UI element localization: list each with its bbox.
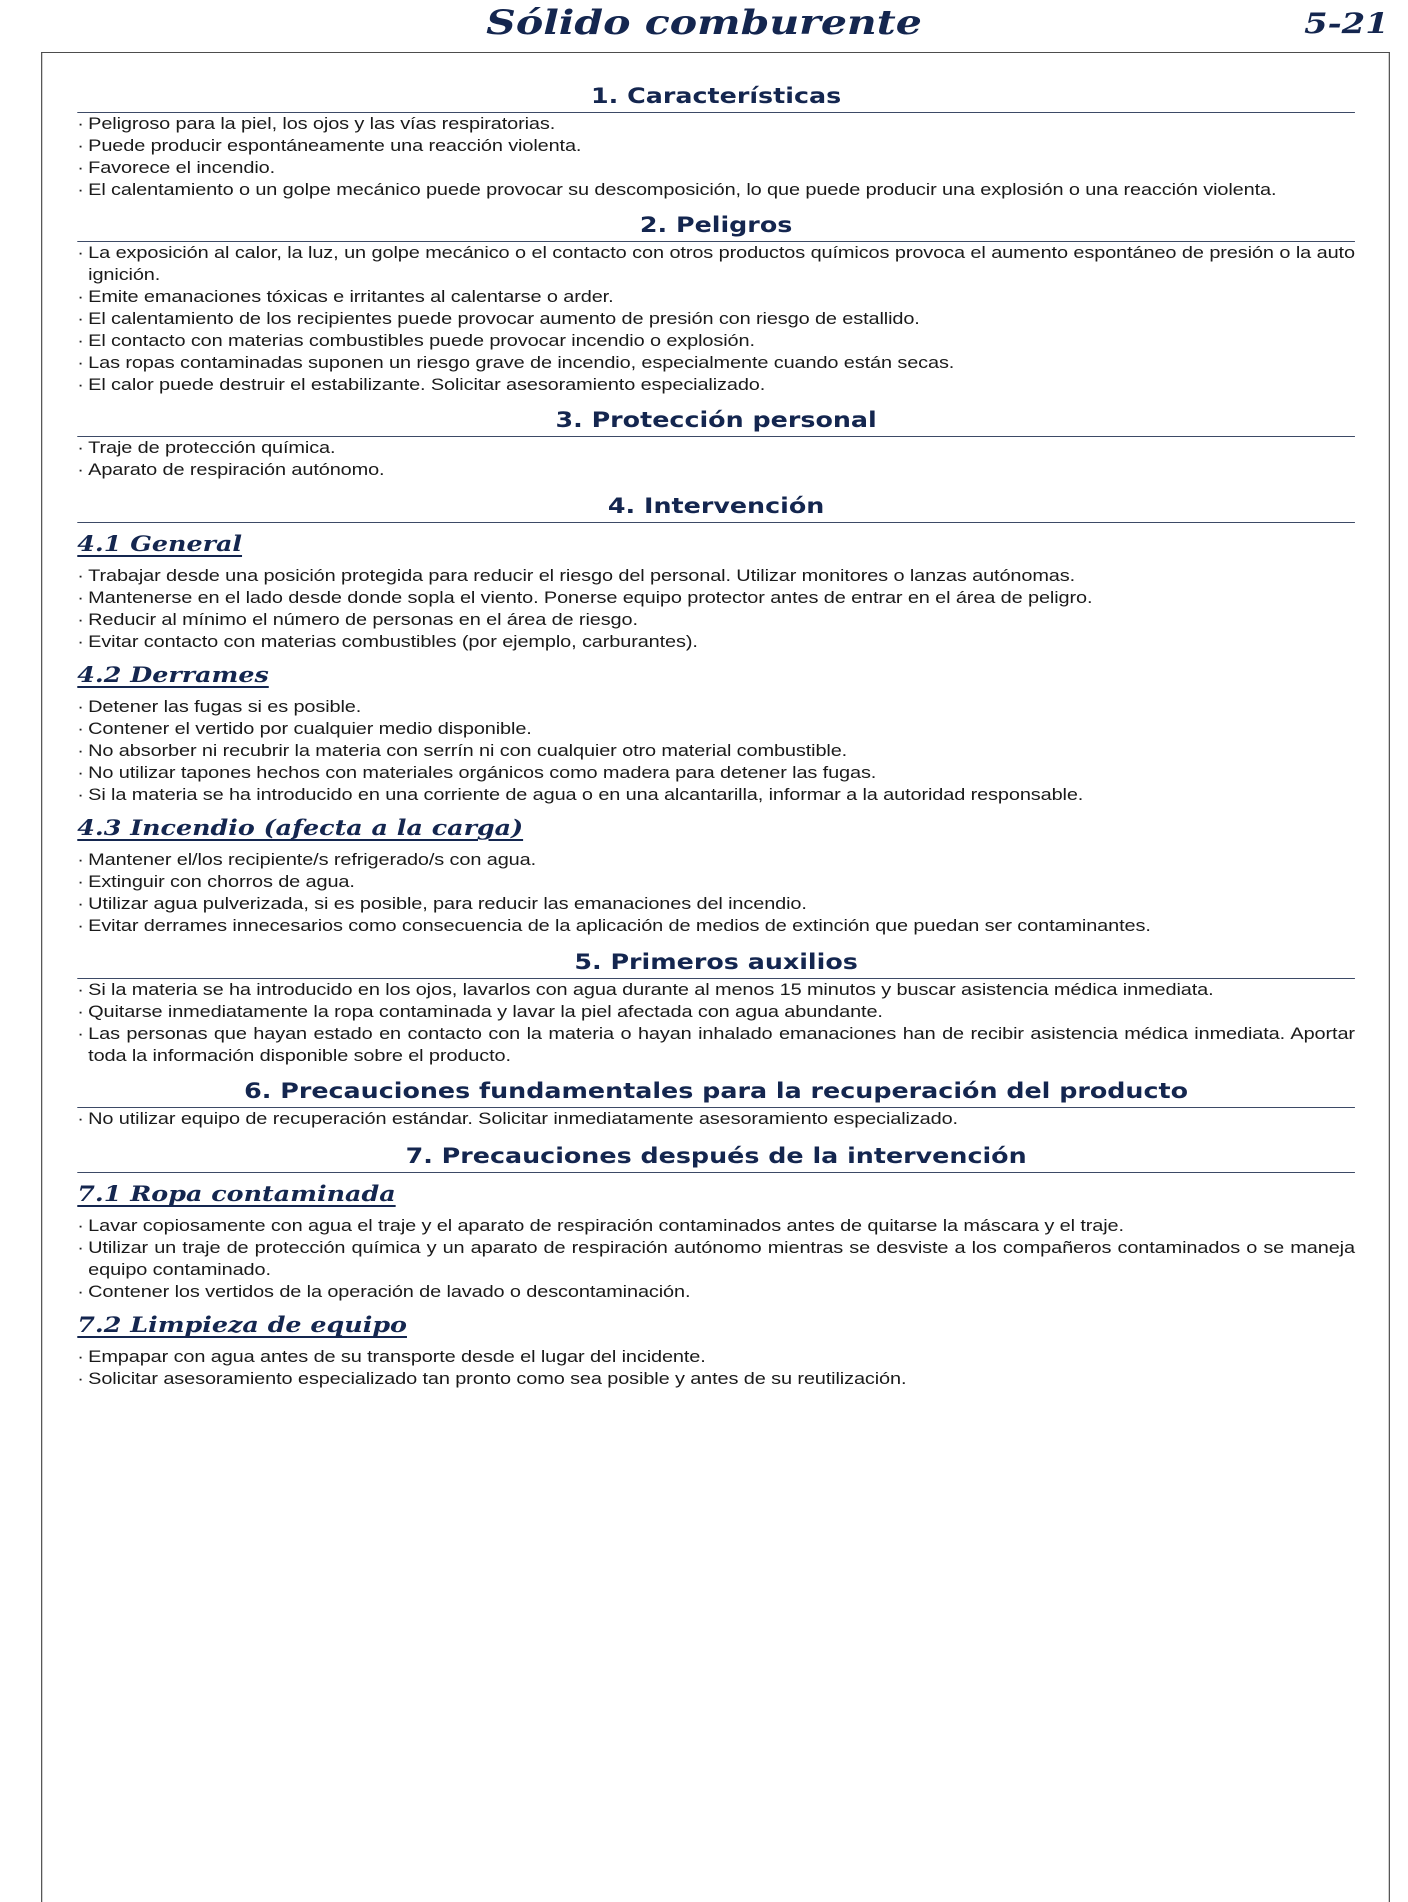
list-item: · Quitarse inmediatamente la ropa contaminada y lavar la piel afectada con agua abundante. <box>77 1001 1355 1023</box>
list-item: · Si la materia se ha introducido en una corriente de agua o en una alcantarilla, informar a la autoridad responsable. <box>77 784 1355 806</box>
list-item: · El calentamiento de los recipientes puede provocar aumento de presión con riesgo de estallido. <box>77 308 1355 330</box>
list-item: · Las personas que hayan estado en contacto con la materia o hayan inhalado emanaciones han de recibir asistencia médica inmediata. Aportar toda la información disponible sobre el producto. <box>77 1023 1355 1067</box>
list-item: · Lavar copiosamente con agua el traje y el aparato de respiración contaminados antes de quitarse la máscara y el traje. <box>77 1215 1355 1237</box>
section-heading-precauciones-recuperacion: 6. Precauciones fundamentales para la recuperación del producto <box>77 1075 1355 1108</box>
subsection-title: 4.1 General <box>77 531 243 556</box>
section-heading-proteccion-personal: 3. Protección personal <box>77 404 1355 437</box>
list-item: · Contener los vertidos de la operación de lavado o descontaminación. <box>77 1281 1355 1303</box>
list-item: · Mantenerse en el lado desde donde sopla el viento. Ponerse equipo protector antes de entrar en el área de peligro. <box>77 587 1355 609</box>
primeros-auxilios-list <box>77 979 1355 1067</box>
list-item: · Detener las fugas si es posible. <box>77 696 1355 718</box>
precauciones-recuperacion-list <box>77 1108 1355 1130</box>
subsection-title: 4.2 Derrames <box>77 662 269 687</box>
list-item: · Evitar derrames innecesarios como consecuencia de la aplicación de medios de extinción que puedan ser contaminantes. <box>77 915 1355 937</box>
caracteristicas-list <box>77 113 1355 201</box>
list-item: · El calor puede destruir el estabilizante. Solicitar asesoramiento especializado. <box>77 374 1355 396</box>
list-item: · Reducir al mínimo el número de personas en el área de riesgo. <box>77 609 1355 631</box>
page-title: Sólido comburente <box>486 3 922 43</box>
proteccion-personal-list <box>77 437 1355 481</box>
list-item: · Contener el vertido por cualquier medio disponible. <box>77 718 1355 740</box>
list-item: · Evitar contacto con materias combustibles (por ejemplo, carburantes). <box>77 631 1355 653</box>
list-item: · Utilizar un traje de protección química y un aparato de respiración autónomo mientras se desviste a los compañeros contaminados o se maneja equipo contaminado. <box>77 1237 1355 1281</box>
list-item: · Extinguir con chorros de agua. <box>77 871 1355 893</box>
subsection-heading-derrames <box>77 658 1355 696</box>
list-item: · Trabajar desde una posición protegida para reducir el riesgo del personal. Utilizar monitores o lanzas autónomas. <box>77 565 1355 587</box>
document-body <box>77 80 1355 1390</box>
subsection-heading-limpieza-equipo <box>77 1308 1355 1346</box>
peligros-list <box>77 242 1355 396</box>
section-heading-intervencion: 4. Intervención <box>77 490 1355 523</box>
derrames-list <box>77 696 1355 806</box>
list-item: · El calentamiento o un golpe mecánico puede provocar su descomposición, lo que puede producir una explosión o una reacción violenta. <box>77 179 1355 201</box>
list-item: · Solicitar asesoramiento especializado tan pronto como sea posible y antes de su reutilización. <box>77 1368 1355 1390</box>
list-item: · Peligroso para la piel, los ojos y las vías respiratorias. <box>77 113 1355 135</box>
incendio-list <box>77 849 1355 937</box>
list-item: · Emite emanaciones tóxicas e irritantes al calentarse o arder. <box>77 286 1355 308</box>
limpieza-equipo-list <box>77 1346 1355 1390</box>
section-heading-caracteristicas: 1. Características <box>77 80 1355 113</box>
general-list <box>77 565 1355 653</box>
subsection-title: 7.2 Limpieza de equipo <box>77 1312 407 1337</box>
list-item: · Favorece el incendio. <box>77 157 1355 179</box>
subsection-heading-general <box>77 527 1355 565</box>
subsection-title: 4.3 Incendio (afecta a la carga) <box>77 815 524 840</box>
section-heading-primeros-auxilios: 5. Primeros auxilios <box>77 946 1355 979</box>
page-number: 5-21 <box>1304 7 1389 40</box>
list-item: · Las ropas contaminadas suponen un riesgo grave de incendio, especialmente cuando están secas. <box>77 352 1355 374</box>
subsection-heading-ropa-contaminada <box>77 1177 1355 1215</box>
list-item: · Traje de protección química. <box>77 437 1355 459</box>
subsection-heading-incendio <box>77 811 1355 849</box>
list-item: · Utilizar agua pulverizada, si es posible, para reducir las emanaciones del incendio. <box>77 893 1355 915</box>
list-item: · Empapar con agua antes de su transporte desde el lugar del incidente. <box>77 1346 1355 1368</box>
list-item: · Puede producir espontáneamente una reacción violenta. <box>77 135 1355 157</box>
subsection-title: 7.1 Ropa contaminada <box>77 1181 396 1206</box>
list-item: · El contacto con materias combustibles puede provocar incendio o explosión. <box>77 330 1355 352</box>
list-item: · La exposición al calor, la luz, un golpe mecánico o el contacto con otros productos químicos provoca el aumento espontáneo de presión o la auto ignición. <box>77 242 1355 286</box>
list-item: · Si la materia se ha introducido en los ojos, lavarlos con agua durante al menos 15 minutos y buscar asistencia médica inmediata. <box>77 979 1355 1001</box>
list-item: · Aparato de respiración autónomo. <box>77 459 1355 481</box>
section-heading-precauciones-despues: 7. Precauciones después de la intervención <box>77 1140 1355 1173</box>
list-item: · No utilizar equipo de recuperación estándar. Solicitar inmediatamente asesoramiento especializado. <box>77 1108 1355 1130</box>
section-heading-peligros: 2. Peligros <box>77 209 1355 242</box>
ropa-contaminada-list <box>77 1215 1355 1303</box>
list-item: · No utilizar tapones hechos con materiales orgánicos como madera para detener las fugas. <box>77 762 1355 784</box>
list-item: · Mantener el/los recipiente/s refrigerado/s con agua. <box>77 849 1355 871</box>
list-item: · No absorber ni recubrir la materia con serrín ni con cualquier otro material combustible. <box>77 740 1355 762</box>
